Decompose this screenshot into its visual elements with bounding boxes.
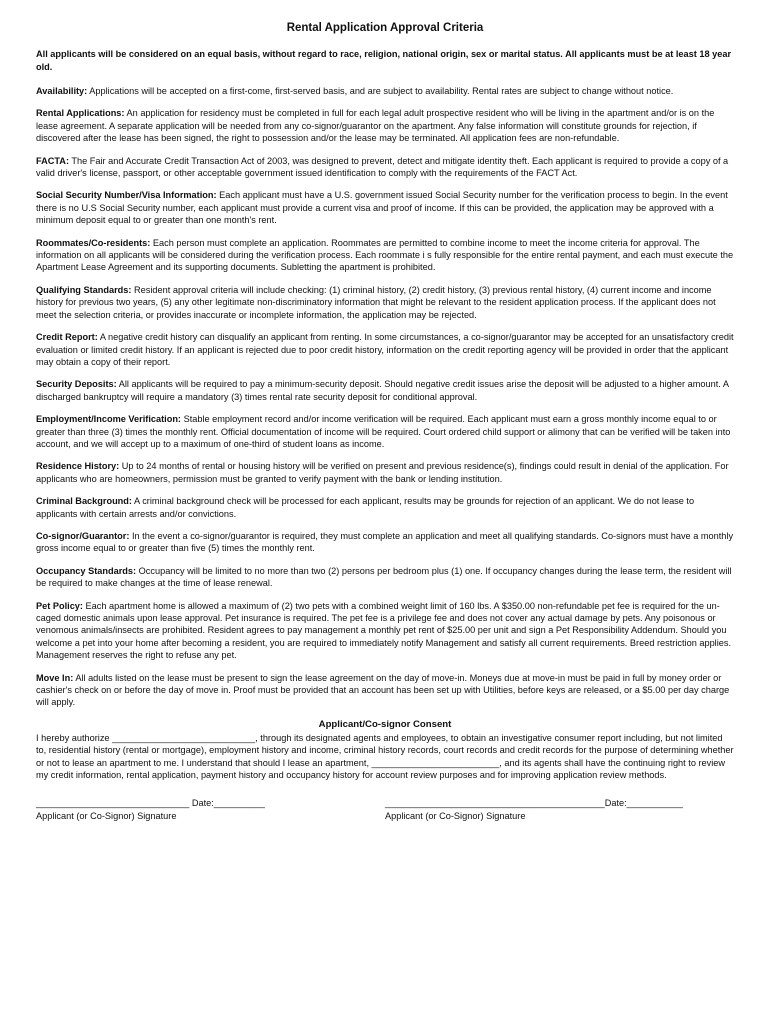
criteria-section: [36, 565, 734, 590]
criteria-section: [36, 600, 734, 662]
signature-block-right: [385, 797, 734, 822]
section-body: Up to 24 months of rental or housing history will be verified on present and previous residence(s), findings could result in denial of the application. For applicants who are homeowners, permission must be granted to verify payment with the bank or lending institution.: [36, 461, 729, 484]
section-body: A criminal background check will be processed for each applicant, results may be grounds for rejection of an applicant. We do not lease to applicants with certain arrests and/or convictions.: [36, 496, 695, 519]
signature-label-left: Applicant (or Co-Signor) Signature: [36, 810, 177, 821]
section-heading: Rental Applications:: [36, 108, 125, 119]
criteria-section: [36, 331, 734, 368]
criteria-section: [36, 189, 734, 226]
section-heading: Move In:: [36, 672, 74, 683]
section-body: The Fair and Accurate Credit Transaction Act of 2003, was designed to prevent, detect and mitigate identity theft. Each applicant is required to provide a copy of a valid driver's license, passport, or other acceptable government issued identification to comply with the requirements of the FACT Act.: [36, 155, 729, 179]
criteria-sections: [36, 85, 734, 709]
section-body: Each applicant must have a U.S. government issued Social Security number for the verification process to begin. In the event there is no U.S Social Security number, each applicant must provide a current visa and proof of income. If this can be provided, the application may be approved with a minimum deposit equal to or greater than one month's rent.: [36, 190, 728, 226]
criteria-section: [36, 413, 734, 450]
criteria-section: [36, 155, 734, 180]
document-title: Rental Application Approval Criteria: [286, 22, 484, 34]
section-body: A negative credit history can disqualify an applicant from renting. In some circumstances, a co-signor/guarantor may be accepted for an unsatisfactory credit evaluation or limited credit history. If an applicant is rejected due to poor credit history, information on the credit reporting agency will be provided in order that the applicant may obtain a copy of their report.: [36, 332, 734, 367]
signature-label-right: Applicant (or Co-Signor) Signature: [385, 810, 526, 821]
criteria-section: [36, 284, 734, 321]
consent-text: I hereby authorize ____________________________, through its designated agents and employees, to obtain an investigative consumer report including, but not limited to, residential history (rental or mortgage), employment history and income, criminal history records, court records and credit records for the purpose of determining whether or not to lease an apartment to me. I understand that should I lease an apartment, _________________________, and its agents shall have the continuing right to review my credit information, rental application, payment history and occupancy history for account review purposes and for improving application review methods.: [36, 732, 734, 781]
criteria-section: [36, 460, 734, 485]
signature-block-left: [36, 797, 371, 822]
intro-statement: All applicants will be considered on an equal basis, without regard to race, religion, national origin, sex or marital status. All applicants must be at least 18 year old.: [36, 49, 732, 72]
criteria-section: [36, 672, 734, 709]
section-body: Each apartment home is allowed a maximum of (2) two pets with a combined weight limit of 160 lbs. A $350.00 non-refundable pet fee is required for the un-caged domestic animals upon lease approval. Pet insurance is required. The pet fee is a privilege fee and does not cover any actual damage by pets. Any poisonous or venomous animals/insects are prohibited. Resident agrees to pay management a monthly pet rent of $25.00 per unit and sign a Pet Responsibility Addendum. Should you welcome a pet into your home after becoming a resident, you are required to immediately notify Management and satisfy all current requirements. Breed restriction applies. Management reserves the right to refuse any pet.: [36, 600, 732, 661]
section-heading: Criminal Background:: [36, 496, 132, 507]
criteria-section: [36, 530, 734, 555]
consent-title: Applicant/Co-signor Consent: [318, 718, 452, 730]
section-heading: Qualifying Standards:: [36, 284, 132, 295]
section-body: All applicants will be required to pay a minimum-security deposit. Should negative credit issues arise the deposit will be adjusted to a higher amount. A discharged bankruptcy will require a mandatory (3) times rental rate security deposit for conditional approval.: [36, 379, 729, 402]
criteria-section: [36, 237, 734, 274]
section-heading: Co-signor/Guarantor:: [36, 530, 130, 541]
section-body: Stable employment record and/or income verification will be required. Each applicant must earn a gross monthly income equal to or greater than three (3) times the monthly rent. Official documentation of income will be required. Court ordered child support or alimony that can be verified will be taken into account, and we will accept up to a maximum of one-third of student loans as income.: [36, 414, 731, 449]
section-body: Occupancy will be limited to no more than two (2) persons per bedroom plus (1) one. If occupancy changes during the lease term, the resident will be required to make changes at the time of lease renewal.: [36, 565, 732, 589]
section-heading: Credit Report:: [36, 332, 98, 343]
section-heading: Availability:: [36, 86, 88, 96]
criteria-section: [36, 378, 734, 403]
criteria-section: [36, 495, 734, 520]
section-heading: Roommates/Co-residents:: [36, 237, 151, 248]
section-body: All adults listed on the lease must be present to sign the lease agreement on the day of move-in. Moneys due at move-in must be paid in full by money order or cashier's check on or before the day of move in. Proof must be provided that an account has been set up with Utilities, before keys are released, or a $5.00 per day charge will apply.: [36, 672, 730, 708]
section-heading: FACTA:: [36, 155, 69, 166]
section-heading: Social Security Number/Visa Information:: [36, 190, 217, 201]
section-heading: Employment/Income Verification:: [36, 414, 181, 425]
signature-row: [36, 797, 734, 822]
section-body: Resident approval criteria will include checking: (1) criminal history, (2) credit history, (3) previous rental history, (4) current income and income history for previous two years, (5) any other legitimate non-discriminatory information that might be relevant to the resident application process. If the applicant does not meet the selection criteria, or provides inaccurate or incomplete information, the application may be rejected.: [36, 284, 716, 320]
section-body: Each person must complete an application. Roommates are permitted to combine income to meet the income criteria for approval. The information on all applicants will be considered during the verification process. Each roommate i s fully responsible for the entire rental payment, and each must execute the Apartment Lease Agreement and its supporting documents. Subletting the apartment is prohibited.: [36, 237, 734, 273]
section-body: In the event a co-signor/guarantor is required, they must complete an application and meet all qualifying standards. Co-signors must have a monthly gross income equal to or greater than five (5) times the monthly rent.: [36, 530, 734, 554]
section-body: Applications will be accepted on a first-come, first-served basis, and are subject to availability. Rental rates are subject to change without notice.: [89, 86, 674, 96]
section-heading: Residence History:: [36, 461, 120, 472]
section-heading: Occupancy Standards:: [36, 565, 137, 576]
signature-line-left[interactable]: ______________________________ Date:__________: [36, 798, 265, 809]
section-heading: Security Deposits:: [36, 379, 117, 390]
criteria-section: [36, 85, 734, 97]
signature-line-right[interactable]: ___________________________________________Date:___________: [385, 798, 683, 809]
criteria-section: [36, 107, 734, 144]
section-body: An application for residency must be completed in full for each legal adult prospective resident who will be living in the apartment and/or is on the lease agreement. A separate application will be needed from any co-signor/guarantor on the apartment. Any false information will constitute grounds for rejection, if discovered after the lease has been signed, the right to possession and/or the lease may be terminated. All application fees are non-refundable.: [36, 108, 715, 144]
section-heading: Pet Policy:: [36, 600, 83, 611]
